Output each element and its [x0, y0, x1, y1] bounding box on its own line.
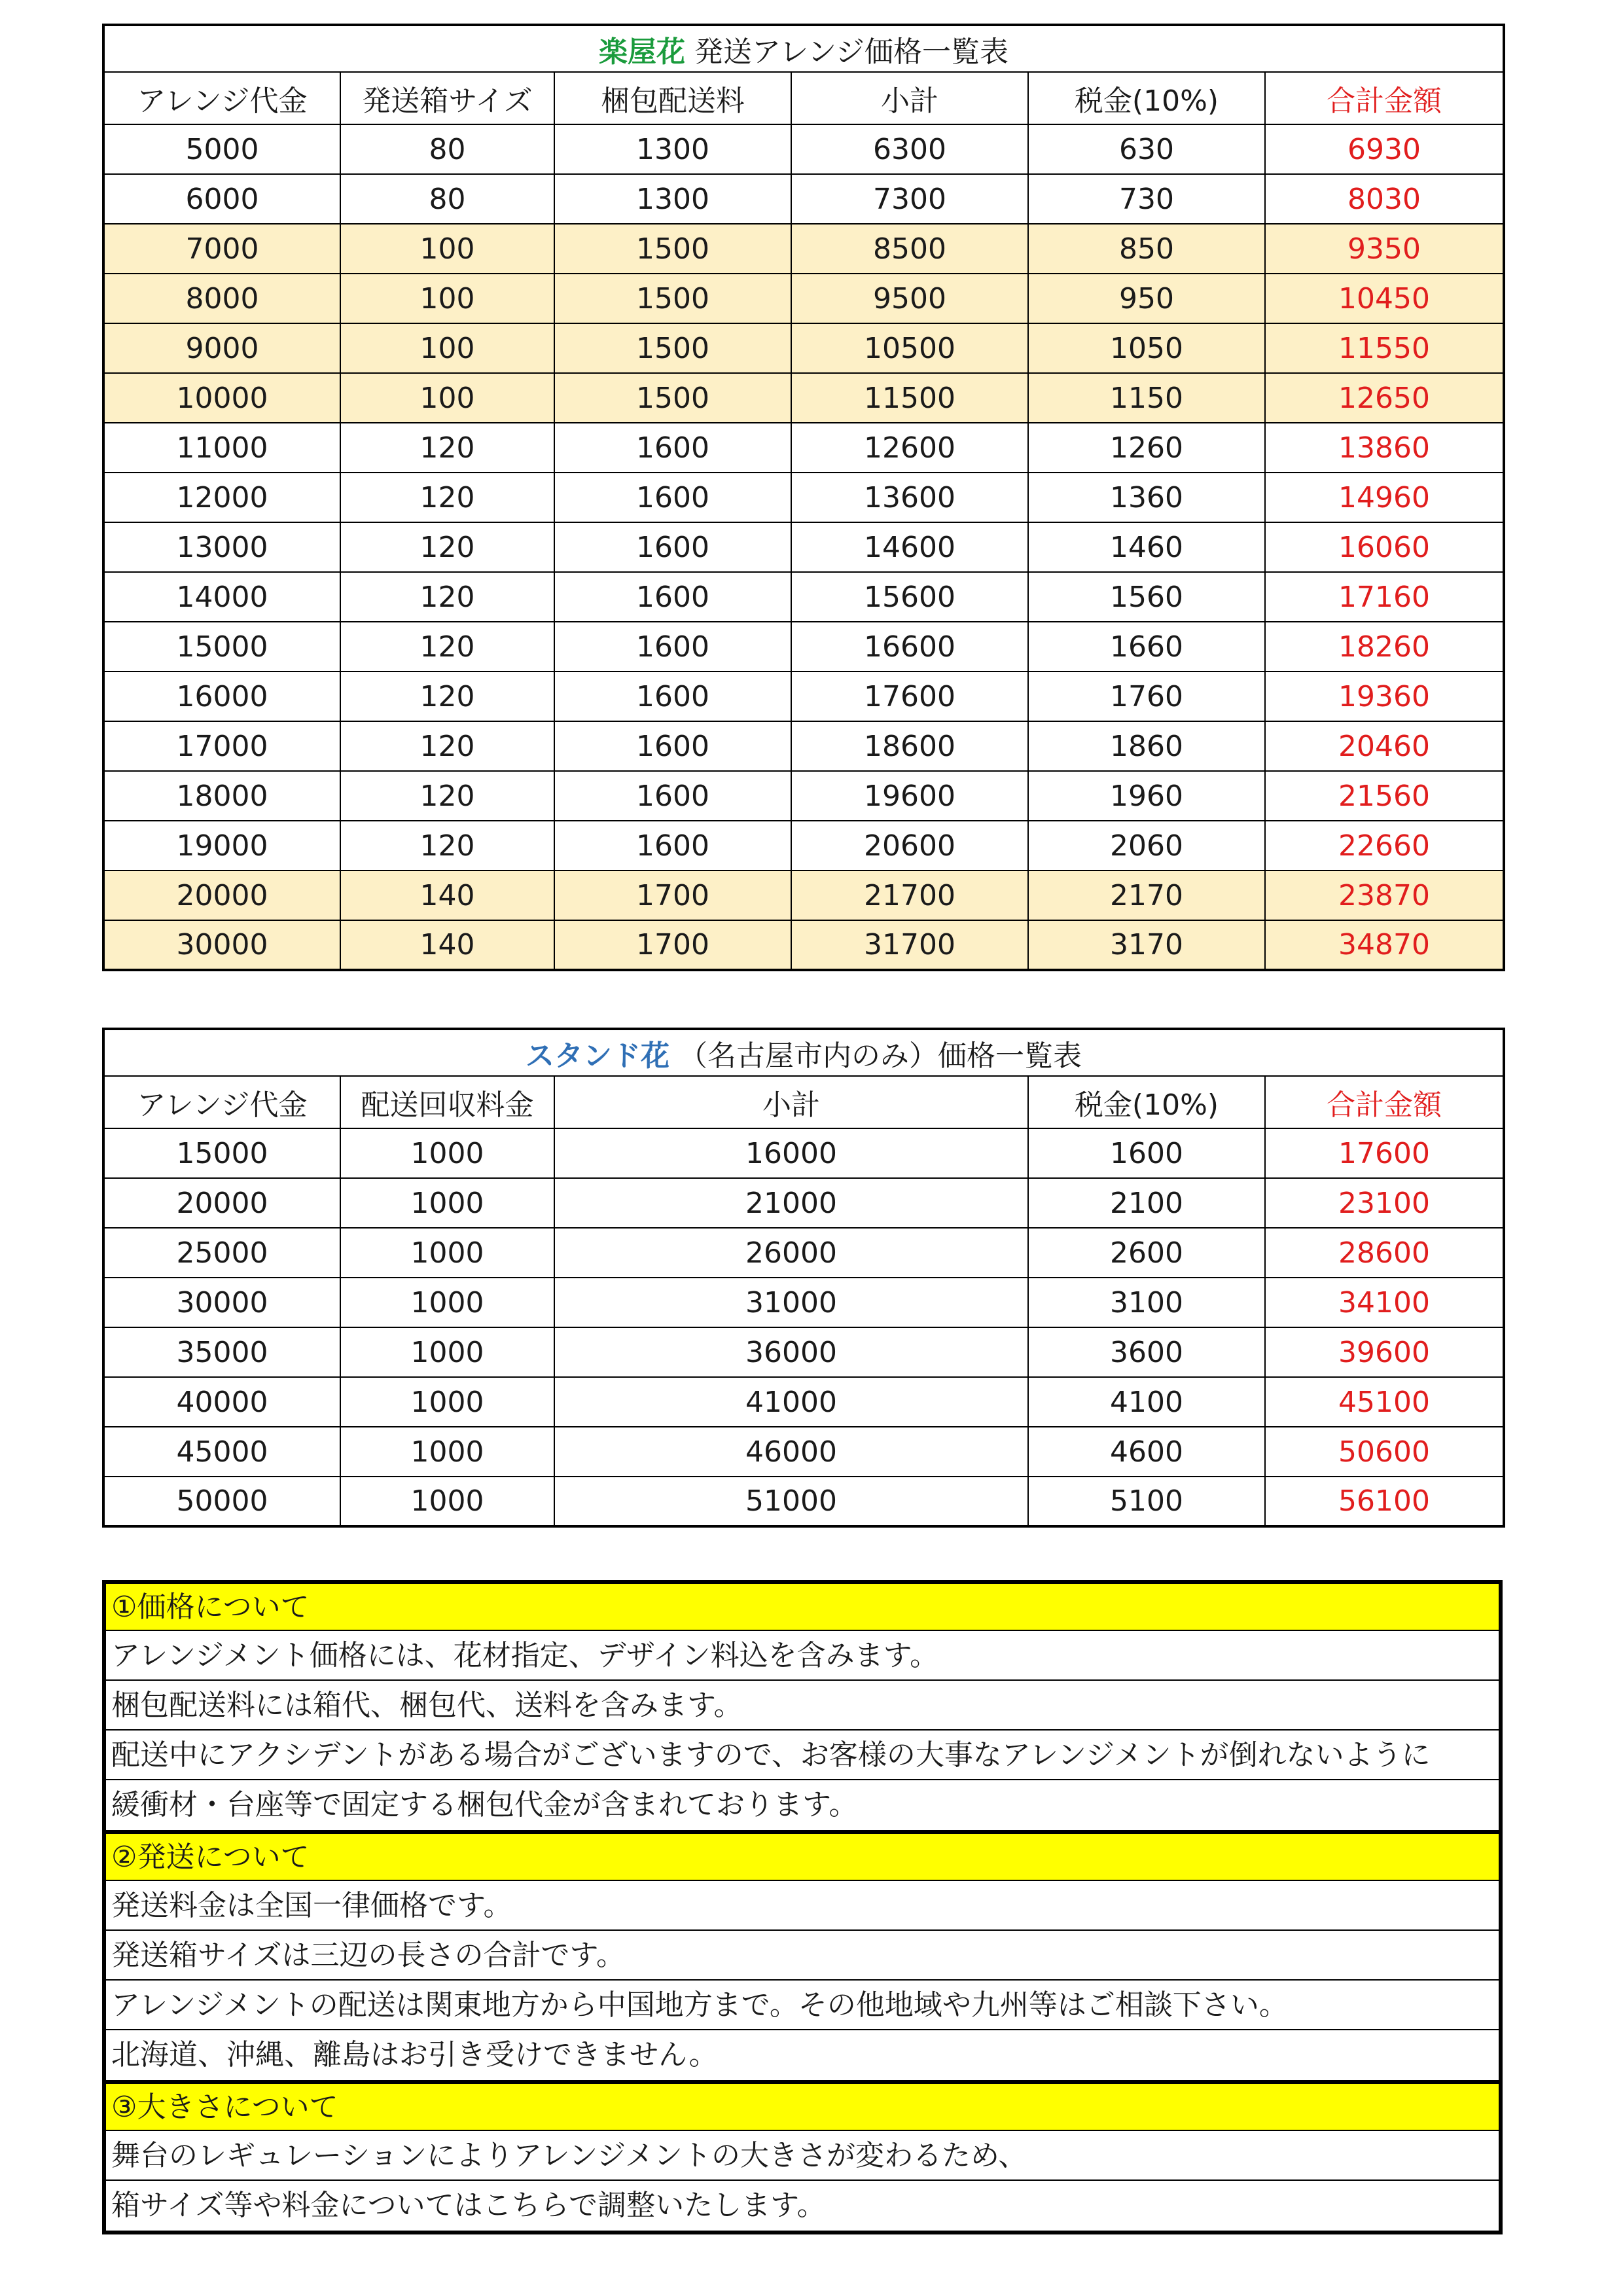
table-cell: 21700 [791, 870, 1028, 920]
total-cell: 9350 [1265, 224, 1504, 274]
table-cell: 7000 [103, 224, 340, 274]
table-cell: 1500 [554, 274, 791, 323]
table-cell: 4100 [1028, 1377, 1265, 1427]
column-header: 梱包配送料 [554, 72, 791, 124]
table-cell: 18000 [103, 771, 340, 821]
table-cell: 15600 [791, 572, 1028, 622]
column-header: 発送箱サイズ [340, 72, 554, 124]
table-cell: 120 [340, 423, 554, 473]
table-title [103, 1029, 1504, 1076]
table-title-text: 発送アレンジ価格一覧表 [694, 35, 1009, 69]
total-cell: 17160 [1265, 572, 1504, 622]
table-cell: 1300 [554, 174, 791, 224]
note-line: 発送料金は全国一律価格です。 [106, 1881, 1499, 1931]
table-cell: 11000 [103, 423, 340, 473]
table-cell: 1600 [554, 522, 791, 572]
table-row [103, 323, 1504, 373]
table-cell: 20600 [791, 821, 1028, 870]
note-heading: ②発送について [106, 1834, 1499, 1881]
table-cell: 1600 [554, 622, 791, 672]
table-cell: 15000 [103, 1128, 340, 1178]
note-section [106, 1584, 1499, 1834]
table-cell: 3600 [1028, 1327, 1265, 1377]
table-cell: 630 [1028, 124, 1265, 174]
table-cell: 1600 [554, 473, 791, 522]
table-cell: 30000 [103, 1278, 340, 1327]
table-cell: 1600 [554, 572, 791, 622]
table-cell: 120 [340, 572, 554, 622]
table-cell: 120 [340, 473, 554, 522]
total-cell: 19360 [1265, 672, 1504, 721]
total-cell: 14960 [1265, 473, 1504, 522]
table-cell: 40000 [103, 1377, 340, 1427]
table-cell: 1860 [1028, 721, 1265, 771]
table-row [103, 721, 1504, 771]
total-cell: 23870 [1265, 870, 1504, 920]
table-cell: 1500 [554, 373, 791, 423]
note-line: 舞台のレギュレーションによりアレンジメントの大きさが変わるため、 [106, 2131, 1499, 2181]
table-cell: 6300 [791, 124, 1028, 174]
column-header-total: 合計金額 [1265, 72, 1504, 124]
table-cell: 1000 [340, 1228, 554, 1278]
table-cell: 16600 [791, 622, 1028, 672]
table-cell: 80 [340, 174, 554, 224]
table-cell: 46000 [554, 1427, 1028, 1477]
table-cell: 10500 [791, 323, 1028, 373]
table-cell: 730 [1028, 174, 1265, 224]
table-cell: 9000 [103, 323, 340, 373]
table-row [103, 672, 1504, 721]
total-cell: 34100 [1265, 1278, 1504, 1327]
note-heading: ①価格について [106, 1584, 1499, 1631]
table-cell: 850 [1028, 224, 1265, 274]
table-cell: 100 [340, 224, 554, 274]
table-cell: 16000 [554, 1128, 1028, 1178]
table-cell: 20000 [103, 870, 340, 920]
table-cell: 1000 [340, 1327, 554, 1377]
table-cell: 1600 [554, 771, 791, 821]
total-cell: 45100 [1265, 1377, 1504, 1427]
table-title-text: （名古屋市内のみ）価格一覧表 [679, 1039, 1082, 1073]
table-cell: 4600 [1028, 1427, 1265, 1477]
total-cell: 22660 [1265, 821, 1504, 870]
table-row [103, 1128, 1504, 1178]
table-row [103, 423, 1504, 473]
table-cell: 1000 [340, 1427, 554, 1477]
column-header: 小計 [791, 72, 1028, 124]
table-title [103, 25, 1504, 72]
table-cell: 14000 [103, 572, 340, 622]
table-cell: 2100 [1028, 1178, 1265, 1228]
table-cell: 1460 [1028, 522, 1265, 572]
table-cell: 30000 [103, 920, 340, 970]
table-cell: 51000 [554, 1477, 1028, 1526]
total-cell: 18260 [1265, 622, 1504, 672]
table-cell: 8500 [791, 224, 1028, 274]
table-cell: 2600 [1028, 1228, 1265, 1278]
table-cell: 1000 [340, 1178, 554, 1228]
table-cell: 19000 [103, 821, 340, 870]
shipping-arrangement-price-table [102, 24, 1505, 971]
table-cell: 140 [340, 920, 554, 970]
table-row [103, 1477, 1504, 1526]
table-row [103, 124, 1504, 174]
table-row [103, 174, 1504, 224]
table-cell: 26000 [554, 1228, 1028, 1278]
table-row [103, 1278, 1504, 1327]
table-title-brand: スタンド花 [526, 1039, 669, 1073]
table-cell: 19600 [791, 771, 1028, 821]
table-cell: 12000 [103, 473, 340, 522]
table-cell: 120 [340, 622, 554, 672]
table-cell: 1500 [554, 224, 791, 274]
table-cell: 1700 [554, 870, 791, 920]
column-header: 税金(10%) [1028, 72, 1265, 124]
table-cell: 11500 [791, 373, 1028, 423]
table-cell: 5100 [1028, 1477, 1265, 1526]
table-cell: 1600 [554, 821, 791, 870]
table-cell: 1560 [1028, 572, 1265, 622]
total-cell: 8030 [1265, 174, 1504, 224]
total-cell: 56100 [1265, 1477, 1504, 1526]
table-cell: 1300 [554, 124, 791, 174]
total-cell: 6930 [1265, 124, 1504, 174]
table-cell: 20000 [103, 1178, 340, 1228]
total-cell: 12650 [1265, 373, 1504, 423]
table-cell: 1000 [340, 1128, 554, 1178]
total-cell: 13860 [1265, 423, 1504, 473]
table-row [103, 274, 1504, 323]
table-row [103, 473, 1504, 522]
table-row [103, 1427, 1504, 1477]
table-cell: 14600 [791, 522, 1028, 572]
table-title-brand: 楽屋花 [599, 35, 685, 69]
table-cell: 80 [340, 124, 554, 174]
table-cell: 1000 [340, 1377, 554, 1427]
table-cell: 1050 [1028, 323, 1265, 373]
column-header: 配送回収料金 [340, 1076, 554, 1128]
table-row [103, 1178, 1504, 1228]
table-cell: 120 [340, 821, 554, 870]
column-header: 小計 [554, 1076, 1028, 1128]
table-row [103, 373, 1504, 423]
table-cell: 31000 [554, 1278, 1028, 1327]
table-row [103, 622, 1504, 672]
table-cell: 1260 [1028, 423, 1265, 473]
table-cell: 1960 [1028, 771, 1265, 821]
table-cell: 41000 [554, 1377, 1028, 1427]
total-cell: 17600 [1265, 1128, 1504, 1178]
note-line: 配送中にアクシデントがある場合がございますので、お客様の大事なアレンジメントが倒れないように [106, 1731, 1499, 1780]
table-cell: 2060 [1028, 821, 1265, 870]
table-row [103, 920, 1504, 970]
table-cell: 1600 [554, 721, 791, 771]
table-cell: 3170 [1028, 920, 1265, 970]
table-cell: 1500 [554, 323, 791, 373]
total-cell: 21560 [1265, 771, 1504, 821]
table-cell: 21000 [554, 1178, 1028, 1228]
table-cell: 25000 [103, 1228, 340, 1278]
table-cell: 15000 [103, 622, 340, 672]
table-row [103, 522, 1504, 572]
table-cell: 120 [340, 771, 554, 821]
note-line: アレンジメントの配送は関東地方から中国地方まで。その他地域や九州等はご相談下さい。 [106, 1981, 1499, 2030]
table-cell: 3100 [1028, 1278, 1265, 1327]
total-cell: 16060 [1265, 522, 1504, 572]
table-cell: 6000 [103, 174, 340, 224]
column-header-total: 合計金額 [1265, 1076, 1504, 1128]
total-cell: 34870 [1265, 920, 1504, 970]
total-cell: 10450 [1265, 274, 1504, 323]
total-cell: 11550 [1265, 323, 1504, 373]
note-line: 北海道、沖縄、離島はお引き受けできません。 [111, 2038, 718, 2072]
table-cell: 35000 [103, 1327, 340, 1377]
table-cell: 45000 [103, 1427, 340, 1477]
stand-flower-price-table [102, 1028, 1505, 1528]
table-row [103, 771, 1504, 821]
column-header: 税金(10%) [1028, 1076, 1265, 1128]
table-cell: 1700 [554, 920, 791, 970]
notes-box [102, 1580, 1503, 2234]
note-line: 箱サイズ等や料金についてはこちらで調整いたします。 [111, 2189, 826, 2222]
note-line: アレンジメント価格には、花材指定、デザイン料込を含みます。 [106, 1631, 1499, 1681]
table-cell: 9500 [791, 274, 1028, 323]
table-cell: 1600 [1028, 1128, 1265, 1178]
table-cell: 10000 [103, 373, 340, 423]
table-cell: 1600 [554, 672, 791, 721]
table-row [103, 870, 1504, 920]
table-cell: 950 [1028, 274, 1265, 323]
table-cell: 100 [340, 323, 554, 373]
table-cell: 5000 [103, 124, 340, 174]
table-cell: 1660 [1028, 622, 1265, 672]
table-cell: 1760 [1028, 672, 1265, 721]
table-row [103, 224, 1504, 274]
table-cell: 120 [340, 522, 554, 572]
total-cell: 28600 [1265, 1228, 1504, 1278]
table-cell: 1000 [340, 1278, 554, 1327]
table-cell: 1600 [554, 423, 791, 473]
table-cell: 12600 [791, 423, 1028, 473]
table-cell: 2170 [1028, 870, 1265, 920]
table-cell: 100 [340, 274, 554, 323]
total-cell: 39600 [1265, 1327, 1504, 1377]
table-row [103, 1327, 1504, 1377]
note-section [106, 2084, 1499, 2231]
total-cell: 20460 [1265, 721, 1504, 771]
table-cell: 50000 [103, 1477, 340, 1526]
total-cell: 50600 [1265, 1427, 1504, 1477]
table-cell: 17600 [791, 672, 1028, 721]
table-row [103, 821, 1504, 870]
table-cell: 120 [340, 721, 554, 771]
table-row [103, 572, 1504, 622]
note-heading: ③大きさについて [106, 2084, 1499, 2131]
table-cell: 100 [340, 373, 554, 423]
table-cell: 7300 [791, 174, 1028, 224]
table-cell: 1000 [340, 1477, 554, 1526]
note-line: 発送箱サイズは三辺の長さの合計です。 [106, 1931, 1499, 1981]
table-cell: 36000 [554, 1327, 1028, 1377]
table-cell: 140 [340, 870, 554, 920]
table-cell: 18600 [791, 721, 1028, 771]
note-section [106, 1834, 1499, 2084]
table-row [103, 1377, 1504, 1427]
table-row [103, 1228, 1504, 1278]
column-header: アレンジ代金 [103, 72, 340, 124]
note-line: 緩衝材・台座等で固定する梱包代金が含まれております。 [111, 1788, 858, 1821]
table-cell: 1360 [1028, 473, 1265, 522]
table-cell: 13600 [791, 473, 1028, 522]
table-cell: 1150 [1028, 373, 1265, 423]
table-cell: 16000 [103, 672, 340, 721]
note-line: 梱包配送料には箱代、梱包代、送料を含みます。 [106, 1681, 1499, 1731]
total-cell: 23100 [1265, 1178, 1504, 1228]
column-header: アレンジ代金 [103, 1076, 340, 1128]
table-cell: 120 [340, 672, 554, 721]
table-cell: 13000 [103, 522, 340, 572]
table-cell: 8000 [103, 274, 340, 323]
table-cell: 17000 [103, 721, 340, 771]
table-cell: 31700 [791, 920, 1028, 970]
